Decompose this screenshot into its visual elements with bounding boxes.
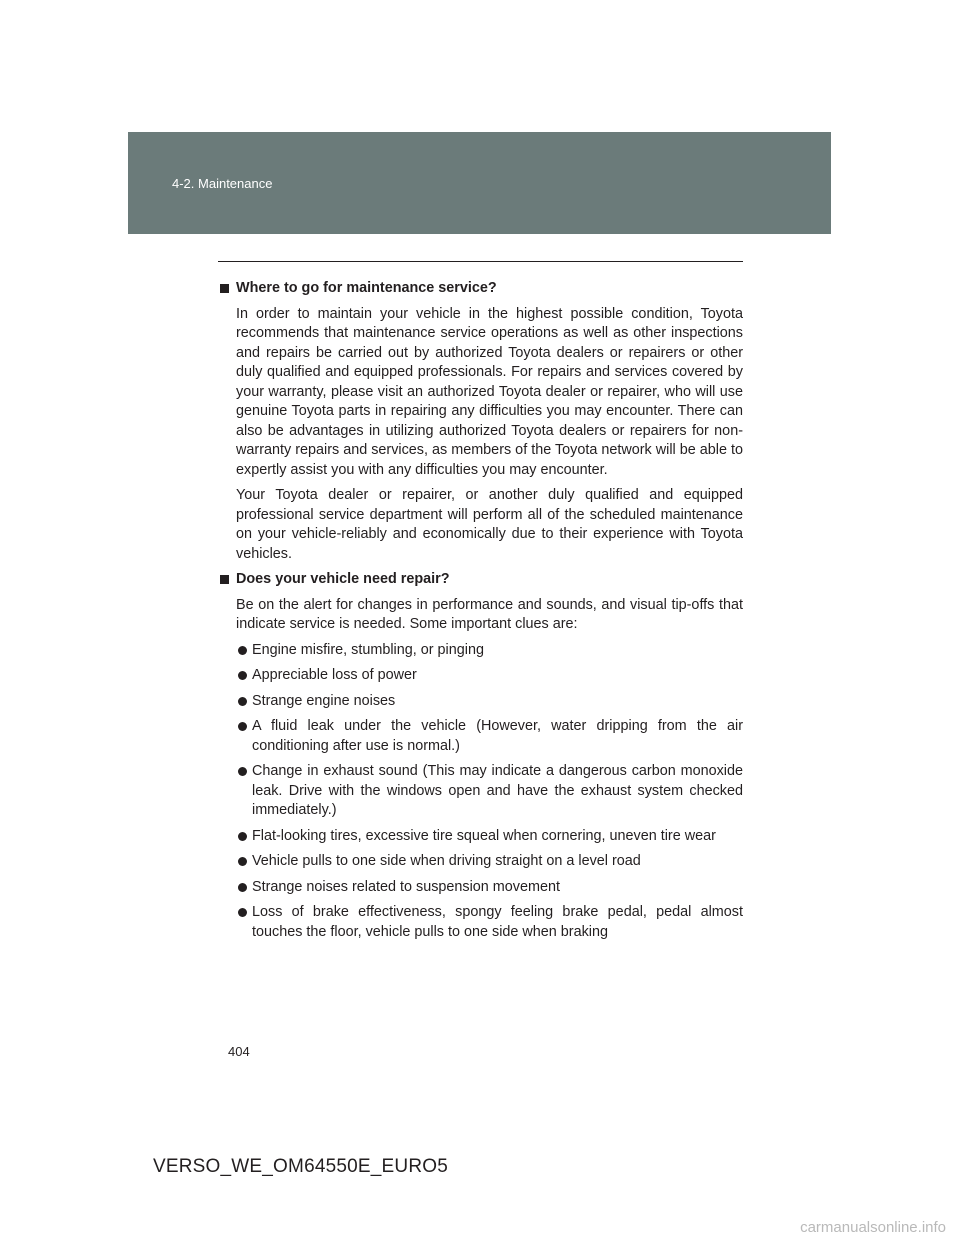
round-bullet-icon — [238, 646, 247, 655]
list-item — [218, 641, 743, 661]
page-content — [218, 279, 743, 948]
list-item-text: Engine misfire, stumbling, or pinging — [252, 641, 484, 658]
list-item-text: Vehicle pulls to one side when driving straight on a level road — [252, 853, 641, 869]
round-bullet-icon — [238, 883, 247, 892]
header-divider — [218, 261, 743, 262]
list-item-text: Strange noises related to suspension movement — [252, 878, 560, 895]
round-bullet-icon — [238, 671, 247, 680]
list-item — [218, 878, 743, 898]
section-title: 4-2. Maintenance — [172, 176, 273, 191]
list-item-text: Strange engine noises — [252, 692, 396, 709]
round-bullet-icon — [238, 857, 247, 866]
watermark: carmanualsonline.info — [800, 1219, 946, 1236]
list-item-text: Change in exhaust sound (This may indicate a dangerous carbon monoxide leak. Drive with the windows open and have the exhaust system checked immediately.) — [252, 763, 743, 818]
document-code: VERSO_WE_OM64550E_EURO5 — [153, 1156, 448, 1177]
round-bullet-icon — [238, 832, 247, 841]
list-item — [218, 762, 743, 821]
heading-text: Does your vehicle need repair? — [236, 571, 450, 587]
list-item-text: A fluid leak under the vehicle (However, water dripping from the air conditioning after use is normal.) — [252, 718, 743, 754]
list-item-text: Appreciable loss of power — [252, 667, 417, 683]
list-item — [218, 717, 743, 756]
list-item-text: Loss of brake effectiveness, spongy feeling brake pedal, pedal almost touches the floor, vehicle pulls to one side when braking — [252, 904, 743, 940]
list-item — [218, 903, 743, 942]
section-heading — [218, 570, 743, 590]
round-bullet-icon — [238, 908, 247, 917]
page-number: 404 — [228, 1044, 250, 1059]
paragraph: Be on the alert for changes in performance and sounds, and visual tip-offs that indicate service is needed. Some important clues are: — [236, 596, 743, 632]
round-bullet-icon — [238, 767, 247, 776]
heading-text: Where to go for maintenance service? — [236, 280, 497, 296]
paragraph: In order to maintain your vehicle in the highest possible condition, Toyota recommends that maintenance service operations as well as other inspections and repairs be carried out by authorized Toyota dealers or repairers or other duly qualified and equipped professionals. For repairs and services covered by your warranty, please visit an authorized Toyota dealer or repairer, who will use genuine Toyota parts in repairing any difficulties you may encounter. There can also be advantages in utilizing authorized Toyota dealers or repairers for non-warranty repairs and services, as members of the Toyota network will be able to expertly assist you with any difficulties you may encounter. — [236, 305, 743, 478]
list-item — [218, 666, 743, 686]
paragraph: Your Toyota dealer or repairer, or another duly qualified and equipped professional service department will perform all of the scheduled maintenance on your vehicle-reliably and economically due to their experience with Toyota vehicles. — [236, 487, 743, 562]
square-bullet-icon — [220, 575, 229, 584]
section-heading — [218, 279, 743, 299]
list-item — [218, 827, 743, 847]
list-item — [218, 852, 743, 872]
list-item-text: Flat-looking tires, excessive tire squeal when cornering, uneven tire wear — [252, 827, 716, 844]
round-bullet-icon — [238, 697, 247, 706]
square-bullet-icon — [220, 284, 229, 293]
list-item — [218, 692, 743, 712]
round-bullet-icon — [238, 722, 247, 731]
